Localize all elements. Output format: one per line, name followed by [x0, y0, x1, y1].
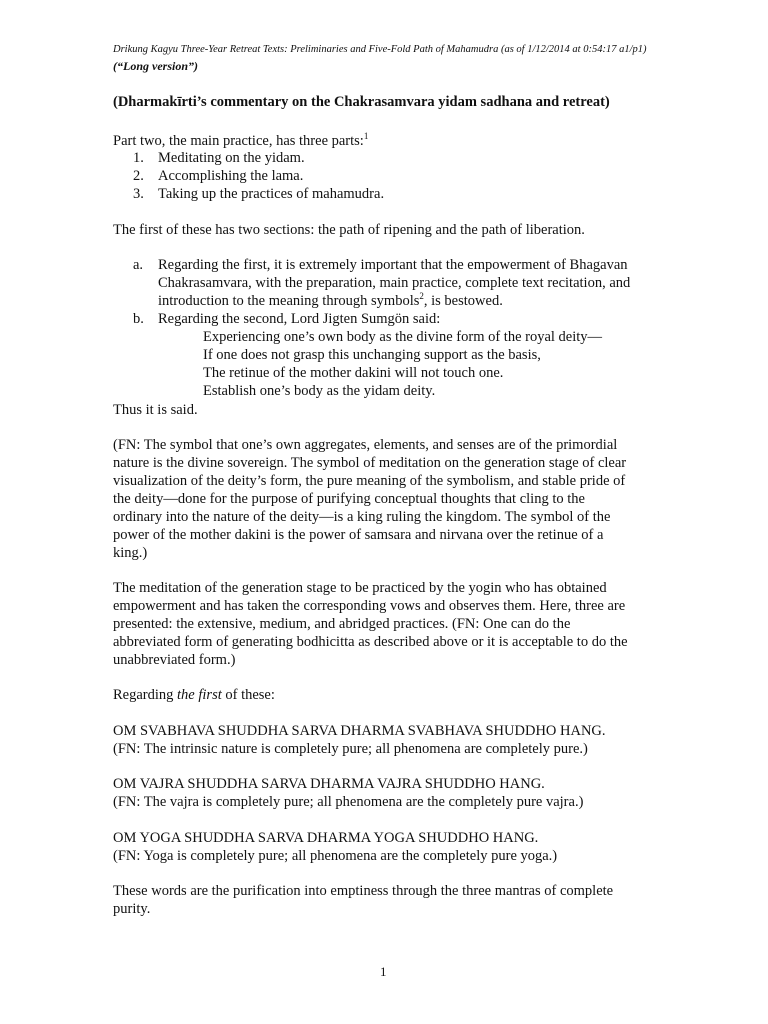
- list-letter: a.: [133, 257, 144, 273]
- item-a-line: Chakrasamvara, with the preparation, main practice, complete text recitation, and: [158, 275, 631, 291]
- list-number: 1.: [133, 150, 144, 166]
- list-letter: b.: [133, 311, 144, 327]
- part-two-intro: Part two, the main practice, has three parts:$^1$: [113, 131, 369, 149]
- verse-line: Experiencing one’s own body as the divine form of the royal deity—: [203, 329, 603, 345]
- regarding-first-line: Regarding the first of these:: [113, 687, 275, 703]
- item-a-line: introduction to the meaning through symbols$^2$, is bestowed.: [158, 291, 503, 309]
- first-sections-paragraph: The first of these has two sections: the path of ripening and the path of liberation.: [113, 222, 585, 238]
- mantra-line: OM SVABHAVA SHUDDHA SARVA DHARMA SVABHAVA SHUDDHO HANG.: [113, 723, 606, 739]
- paragraph-line: empowerment and has taken the corresponding vows and observes them. Here, three are: [113, 598, 626, 614]
- list-number: 2.: [133, 168, 144, 184]
- mantra-line: OM YOGA SHUDDHA SARVA DHARMA YOGA SHUDDHO HANG.: [113, 830, 539, 846]
- paragraph-line: the deity—done for the purpose of purifying conceptual thoughts that cling to the: [113, 491, 585, 507]
- footnote-mark: 1: [363, 131, 369, 142]
- list-number: 3.: [133, 186, 144, 202]
- list-item: Meditating on the yidam.: [158, 150, 305, 166]
- mantra-footnote: (FN: The intrinsic nature is completely pure; all phenomena are completely pure.): [113, 741, 588, 757]
- paragraph-line: abbreviated form of generating bodhicitta as described above or it is acceptable to do the: [113, 634, 628, 650]
- paragraph-line: These words are the purification into emptiness through the three mantras of complete: [113, 883, 614, 899]
- paragraph-line: king.): [113, 545, 148, 561]
- paragraph-line: purity.: [113, 901, 151, 917]
- version-label: (“Long version”): [113, 59, 198, 73]
- mantra-footnote: (FN: The vajra is completely pure; all phenomena are the completely pure vajra.): [113, 794, 584, 810]
- verse-line: Establish one’s body as the yidam deity.: [203, 383, 436, 399]
- paragraph-line: presented: the extensive, medium, and abridged practices. (FN: One can do the: [113, 616, 571, 632]
- paragraph-line: power of the mother dakini is the power of samsara and nirvana over the retinue of a: [113, 527, 604, 543]
- paragraph-line: unabbreviated form.): [113, 652, 236, 668]
- footnote-mark: 2: [419, 291, 424, 302]
- mantra-footnote: (FN: Yoga is completely pure; all phenomena are the completely pure yoga.): [113, 848, 558, 864]
- list-item: Accomplishing the lama.: [158, 168, 304, 184]
- list-item: Taking up the practices of mahamudra.: [158, 186, 385, 202]
- item-b-line: Regarding the second, Lord Jigten Sumgön said:: [158, 311, 441, 327]
- paragraph-line: visualization of the deity’s form, the pure meaning of the symbolism, and stable pride of: [113, 473, 626, 489]
- paragraph-line: ordinary into the nature of the deity—is a king ruling the kingdom. The symbol of the: [113, 509, 611, 525]
- verse-line: If one does not grasp this unchanging support as the basis,: [203, 347, 541, 363]
- page-number: 1: [380, 964, 387, 979]
- paragraph-line: nature is the divine sovereign. The symbol of meditation on the generation stage of clear: [113, 455, 627, 471]
- item-a-line: Regarding the first, it is extremely important that the empowerment of Bhagavan: [158, 257, 628, 273]
- verse-line: The retinue of the mother dakini will not touch one.: [203, 365, 504, 381]
- paragraph-line: The meditation of the generation stage to be practiced by the yogin who has obtained: [113, 580, 607, 596]
- thus-said-line: Thus it is said.: [113, 402, 198, 418]
- paragraph-line: (FN: The symbol that one’s own aggregates, elements, and senses are of the primordial: [113, 437, 618, 453]
- running-header: Drikung Kagyu Three-Year Retreat Texts: Preliminaries and Five-Fold Path of Mahamudra (as of 1/12/2014 at 0:54:17 a1/p1): [113, 44, 647, 55]
- mantra-line: OM VAJRA SHUDDHA SARVA DHARMA VAJRA SHUDDHO HANG.: [113, 776, 545, 792]
- section-title: (Dharmakīrti’s commentary on the Chakrasamvara yidam sadhana and retreat): [113, 94, 610, 110]
